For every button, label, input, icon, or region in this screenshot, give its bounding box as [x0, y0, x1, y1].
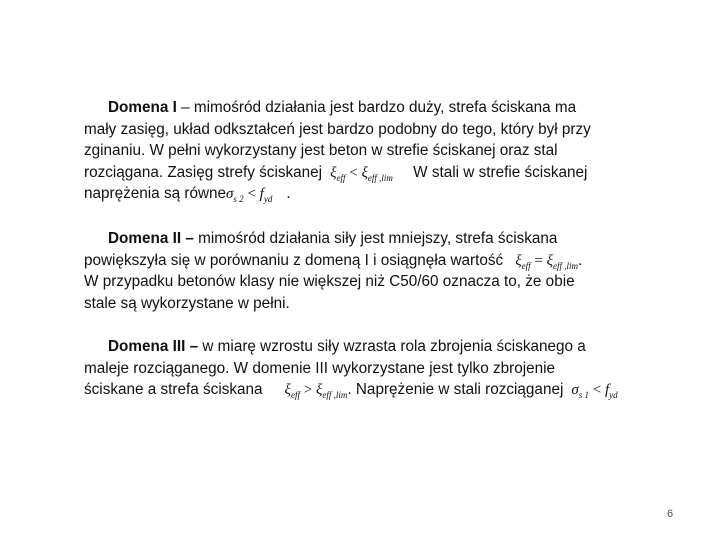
domena-3-line-2: maleje rozciąganego. W domenie III wykorzystane jest tylko zbrojenie	[84, 359, 556, 377]
domena-2-line-3: W przypadku betonów klasy nie większej niż C50/60 oznacza to, że obie	[84, 273, 575, 290]
domena-3-text-1: w miarę wzrostu siły wzrasta rola zbrojenia ściskanego a	[202, 338, 586, 355]
domena-2-line-1: Domena II – mimośród działania siły jest mniejszy, strefa ściskana	[108, 230, 558, 247]
domena-1-line-5: naprężenia są równeσ$_{s 2}$ < $f_{yd}$ .	[84, 183, 644, 205]
domena-1-paragraph	[84, 97, 644, 205]
domena-2-line-4: stale są wykorzystane w pełni.	[84, 294, 290, 312]
formula-xi-eff-lt-lim: $\xi_{eff} < \xi_{eff ,lim}$	[330, 164, 393, 183]
domena-1-line-3: zginaniu. W pełni wykorzystany jest beton w strefie ściskanej oraz stal	[84, 142, 558, 159]
formula-xi-eff-gt-lim: $\xi_{eff} > \xi_{eff ,lim}$	[284, 382, 348, 400]
domena-3-line-3: ściskane a strefa ściskana $\xi_{eff} > \xi_{eff ,lim}$. Naprężenie w stali rozciąganej $\sigma_{s 1} < f_{yd}$	[84, 379, 644, 401]
formula-sigma-s1-lt-fyd: $\sigma_{s 1} < f_{yd}$	[571, 382, 618, 400]
domena-3-label: Domena III	[108, 338, 186, 355]
domena-1-text-1: mimośród działania jest bardzo duży, strefa ściskana ma	[193, 99, 577, 116]
domena-2-paragraph	[84, 228, 644, 314]
page-number: 6	[667, 508, 674, 520]
domena-2-line-2: powiększyła się w porównaniu z domeną I i osiągnęła wartość $\xi_{eff} = \xi_{eff ,lim}$.	[84, 250, 644, 272]
domena-1-line-1: Domena I – mimośród działania jest bardzo duży, strefa ściskana ma	[108, 99, 577, 116]
domena-3-paragraph	[84, 336, 644, 401]
formula-sigma-s2-lt-fyd: $\sigma_{s 2} < f_{yd}$	[226, 186, 273, 204]
domena-1-label: Domena I	[108, 99, 177, 116]
domena-2-text-1: mimośród działania siły jest mniejszy, strefa ściskana	[198, 230, 558, 247]
domena-3-line-1: Domena III – w miarę wzrostu siły wzrasta rola zbrojenia ściskanego a	[108, 338, 586, 355]
domena-2-label: Domena II	[108, 230, 182, 247]
domena-1-line-4: rozciągana. Zasięg strefy ściskanej $\xi_{eff} < \xi_{eff ,lim}$ W stali w strefie ściskanej	[84, 162, 644, 184]
formula-xi-eff-eq-lim: $\xi_{eff} = \xi_{eff ,lim}$	[515, 252, 579, 271]
domena-1-line-2: mały zasięg, układ odkształceń jest bardzo podobny do tego, który był przy	[84, 120, 591, 138]
